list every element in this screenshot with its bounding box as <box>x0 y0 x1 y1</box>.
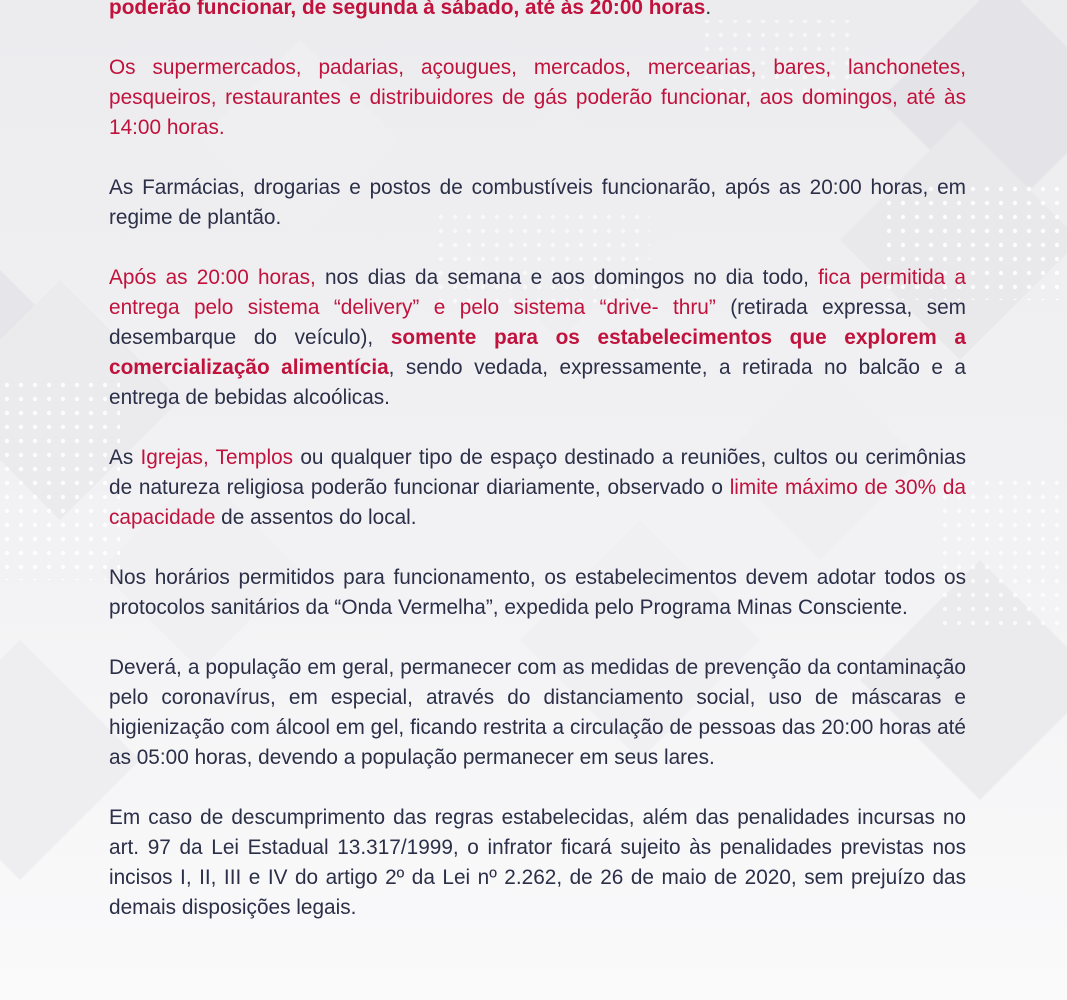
paragraph-sunday-hours: Os supermercados, padarias, açougues, mercados, mercearias, bares, lanchonetes, pesqueiros, restaurantes e distribuidores de gás poderão funcionar, aos domingos, até às 14:00 horas. <box>109 56 966 139</box>
paragraph-prevention: Deverá, a população em geral, permanecer com as medidas de prevenção da contaminação pelo coronavírus, em especial, através do distanciamento social, uso de máscaras e higienização com álcool em gel, ficando restrita a circulação de pessoas das 20:00 horas até as 05:00 horas, devendo a população permanecer em seus lares. <box>109 656 966 769</box>
document-body <box>109 0 966 923</box>
paragraph-pharmacies: As Farmácias, drogarias e postos de combustíveis funcionarão, após as 20:00 horas, em regime de plantão. <box>109 176 966 229</box>
paragraph-churches: As Igrejas, Templos ou qualquer tipo de espaço destinado a reuniões, cultos ou cerimônias de natureza religiosa poderão funcionar diariamente, observado o limite máximo de 30% da capacidade de assentos do local. <box>109 446 966 529</box>
paragraph-schedule-weekdays: poderão funcionar, de segunda à sábado, até às 20:00 horas. <box>109 0 712 19</box>
paragraph-delivery: Após as 20:00 horas, nos dias da semana e aos domingos no dia todo, fica permitida a entrega pelo sistema “delivery” e pelo sistema “drive- thru” (retirada expressa, sem desembarque do veículo), somente para os estabelecimentos que explorem a comercialização alimentícia, sendo vedada, expressamente, a retirada no balcão e a entrega de bebidas alcoólicas. <box>109 266 967 409</box>
paragraph-protocols: Nos horários permitidos para funcionamento, os estabelecimentos devem adotar todos os protocolos sanitários da “Onda Vermelha”, expedida pelo Programa Minas Consciente. <box>109 566 966 619</box>
paragraph-penalties: Em caso de descumprimento das regras estabelecidas, além das penalidades incursas no art. 97 da Lei Estadual 13.317/1999, o infrator ficará sujeito às penalidades previstas nos incisos I, II, III e IV do artigo 2º da Lei nº 2.262, de 26 de maio de 2020, sem prejuízo das demais disposições legais. <box>109 806 966 919</box>
